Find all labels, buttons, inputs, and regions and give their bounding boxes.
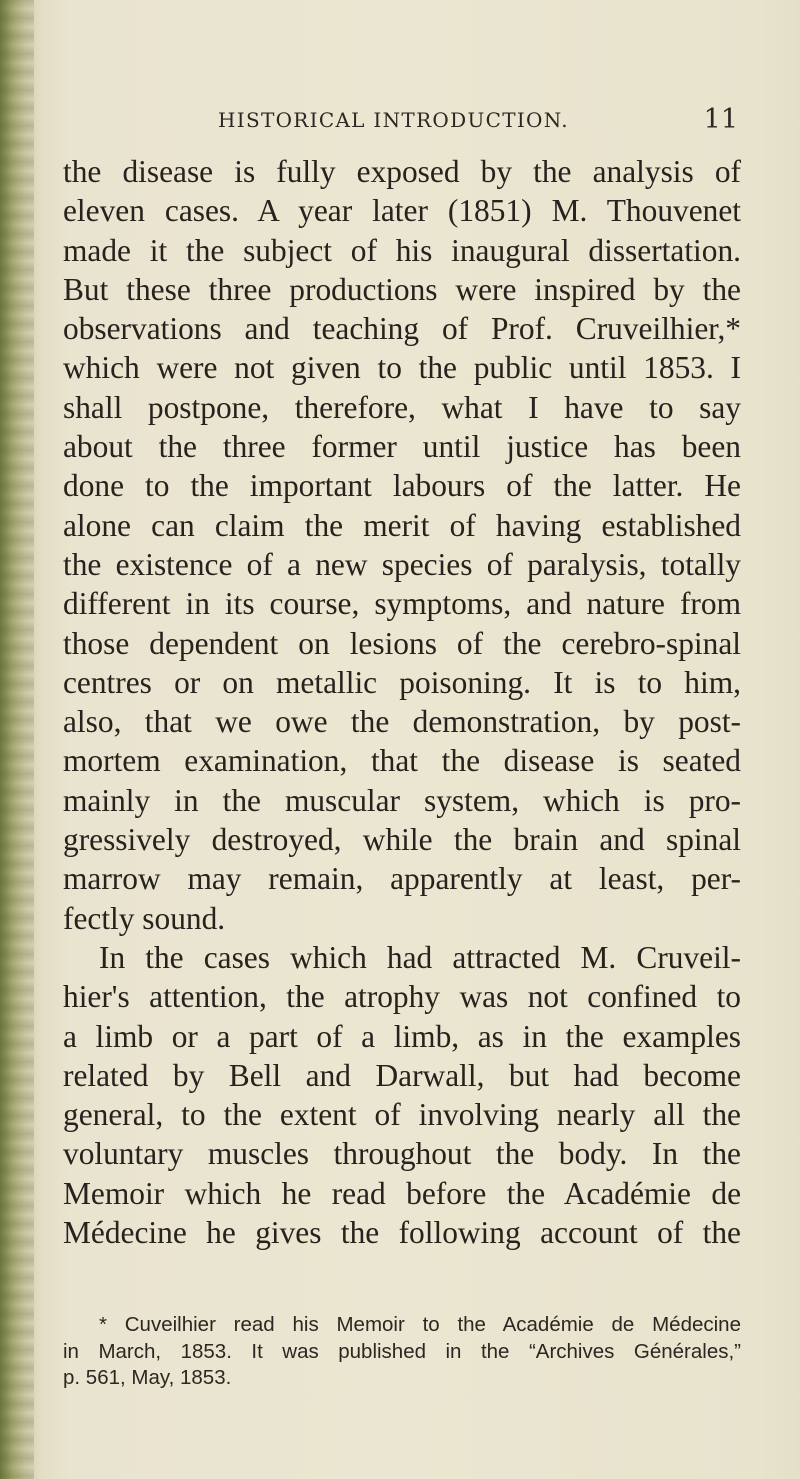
body-line: those dependent on lesions of the cerebro-spinal <box>63 625 741 661</box>
body-line: a limb or a part of a limb, as in the examples <box>63 1018 741 1054</box>
footnote-line: p. 561, May, 1853. <box>63 1366 232 1389</box>
body-text <box>63 152 741 1252</box>
body-line: voluntary muscles throughout the body. In the <box>63 1136 741 1172</box>
body-line: the disease is fully exposed by the analysis of <box>63 154 741 189</box>
running-title: HISTORICAL INTRODUCTION. <box>218 108 569 132</box>
body-line: centres or on metallic poisoning. It is to him, <box>63 664 741 700</box>
body-line: Médecine he gives the following account of the <box>63 1215 741 1251</box>
body-line: In the cases which had attracted M. Cruveil- <box>99 939 741 975</box>
body-line: general, to the extent of involving nearly all the <box>63 1097 741 1133</box>
footnote <box>63 1312 741 1392</box>
body-line: mortem examination, that the disease is seated <box>63 743 741 779</box>
body-line: related by Bell and Darwall, but had become <box>63 1057 741 1093</box>
body-line: shall postpone, therefore, what I have to say <box>63 389 741 425</box>
footnote-line: * Cuveilhier read his Memoir to the Académie de Médecine <box>99 1313 741 1336</box>
body-line: alone can claim the merit of having established <box>63 507 741 543</box>
body-line: about the three former until justice has been <box>63 429 741 465</box>
body-line: the existence of a new species of paralysis, totally <box>63 546 741 582</box>
page-number: 11 <box>703 104 738 135</box>
body-line: marrow may remain, apparently at least, per- <box>63 861 741 897</box>
body-line: But these three productions were inspired by the <box>63 271 741 307</box>
page-binding-edge <box>0 0 34 1479</box>
body-line: made it the subject of his inaugural dissertation. <box>63 232 741 268</box>
body-line: different in its course, symptoms, and nature from <box>63 586 741 622</box>
body-line: observations and teaching of Prof. Cruveilhier,* <box>63 311 741 347</box>
body-line: hier's attention, the atrophy was not confined to <box>63 979 741 1015</box>
body-line: fectly sound. <box>63 900 226 936</box>
body-line: done to the important labours of the latter. He <box>63 468 741 504</box>
body-line: eleven cases. A year later (1851) M. Thouvenet <box>63 193 741 229</box>
body-line: which were not given to the public until 1853. I <box>63 350 741 386</box>
body-line: mainly in the muscular system, which is pro- <box>63 782 741 818</box>
body-line: also, that we owe the demonstration, by post- <box>63 704 741 740</box>
body-line: Memoir which he read before the Académie de <box>63 1175 741 1211</box>
footnote-line: in March, 1853. It was published in the “Archives Générales,” <box>63 1339 741 1363</box>
body-line: gressively destroyed, while the brain and spinal <box>63 822 741 858</box>
